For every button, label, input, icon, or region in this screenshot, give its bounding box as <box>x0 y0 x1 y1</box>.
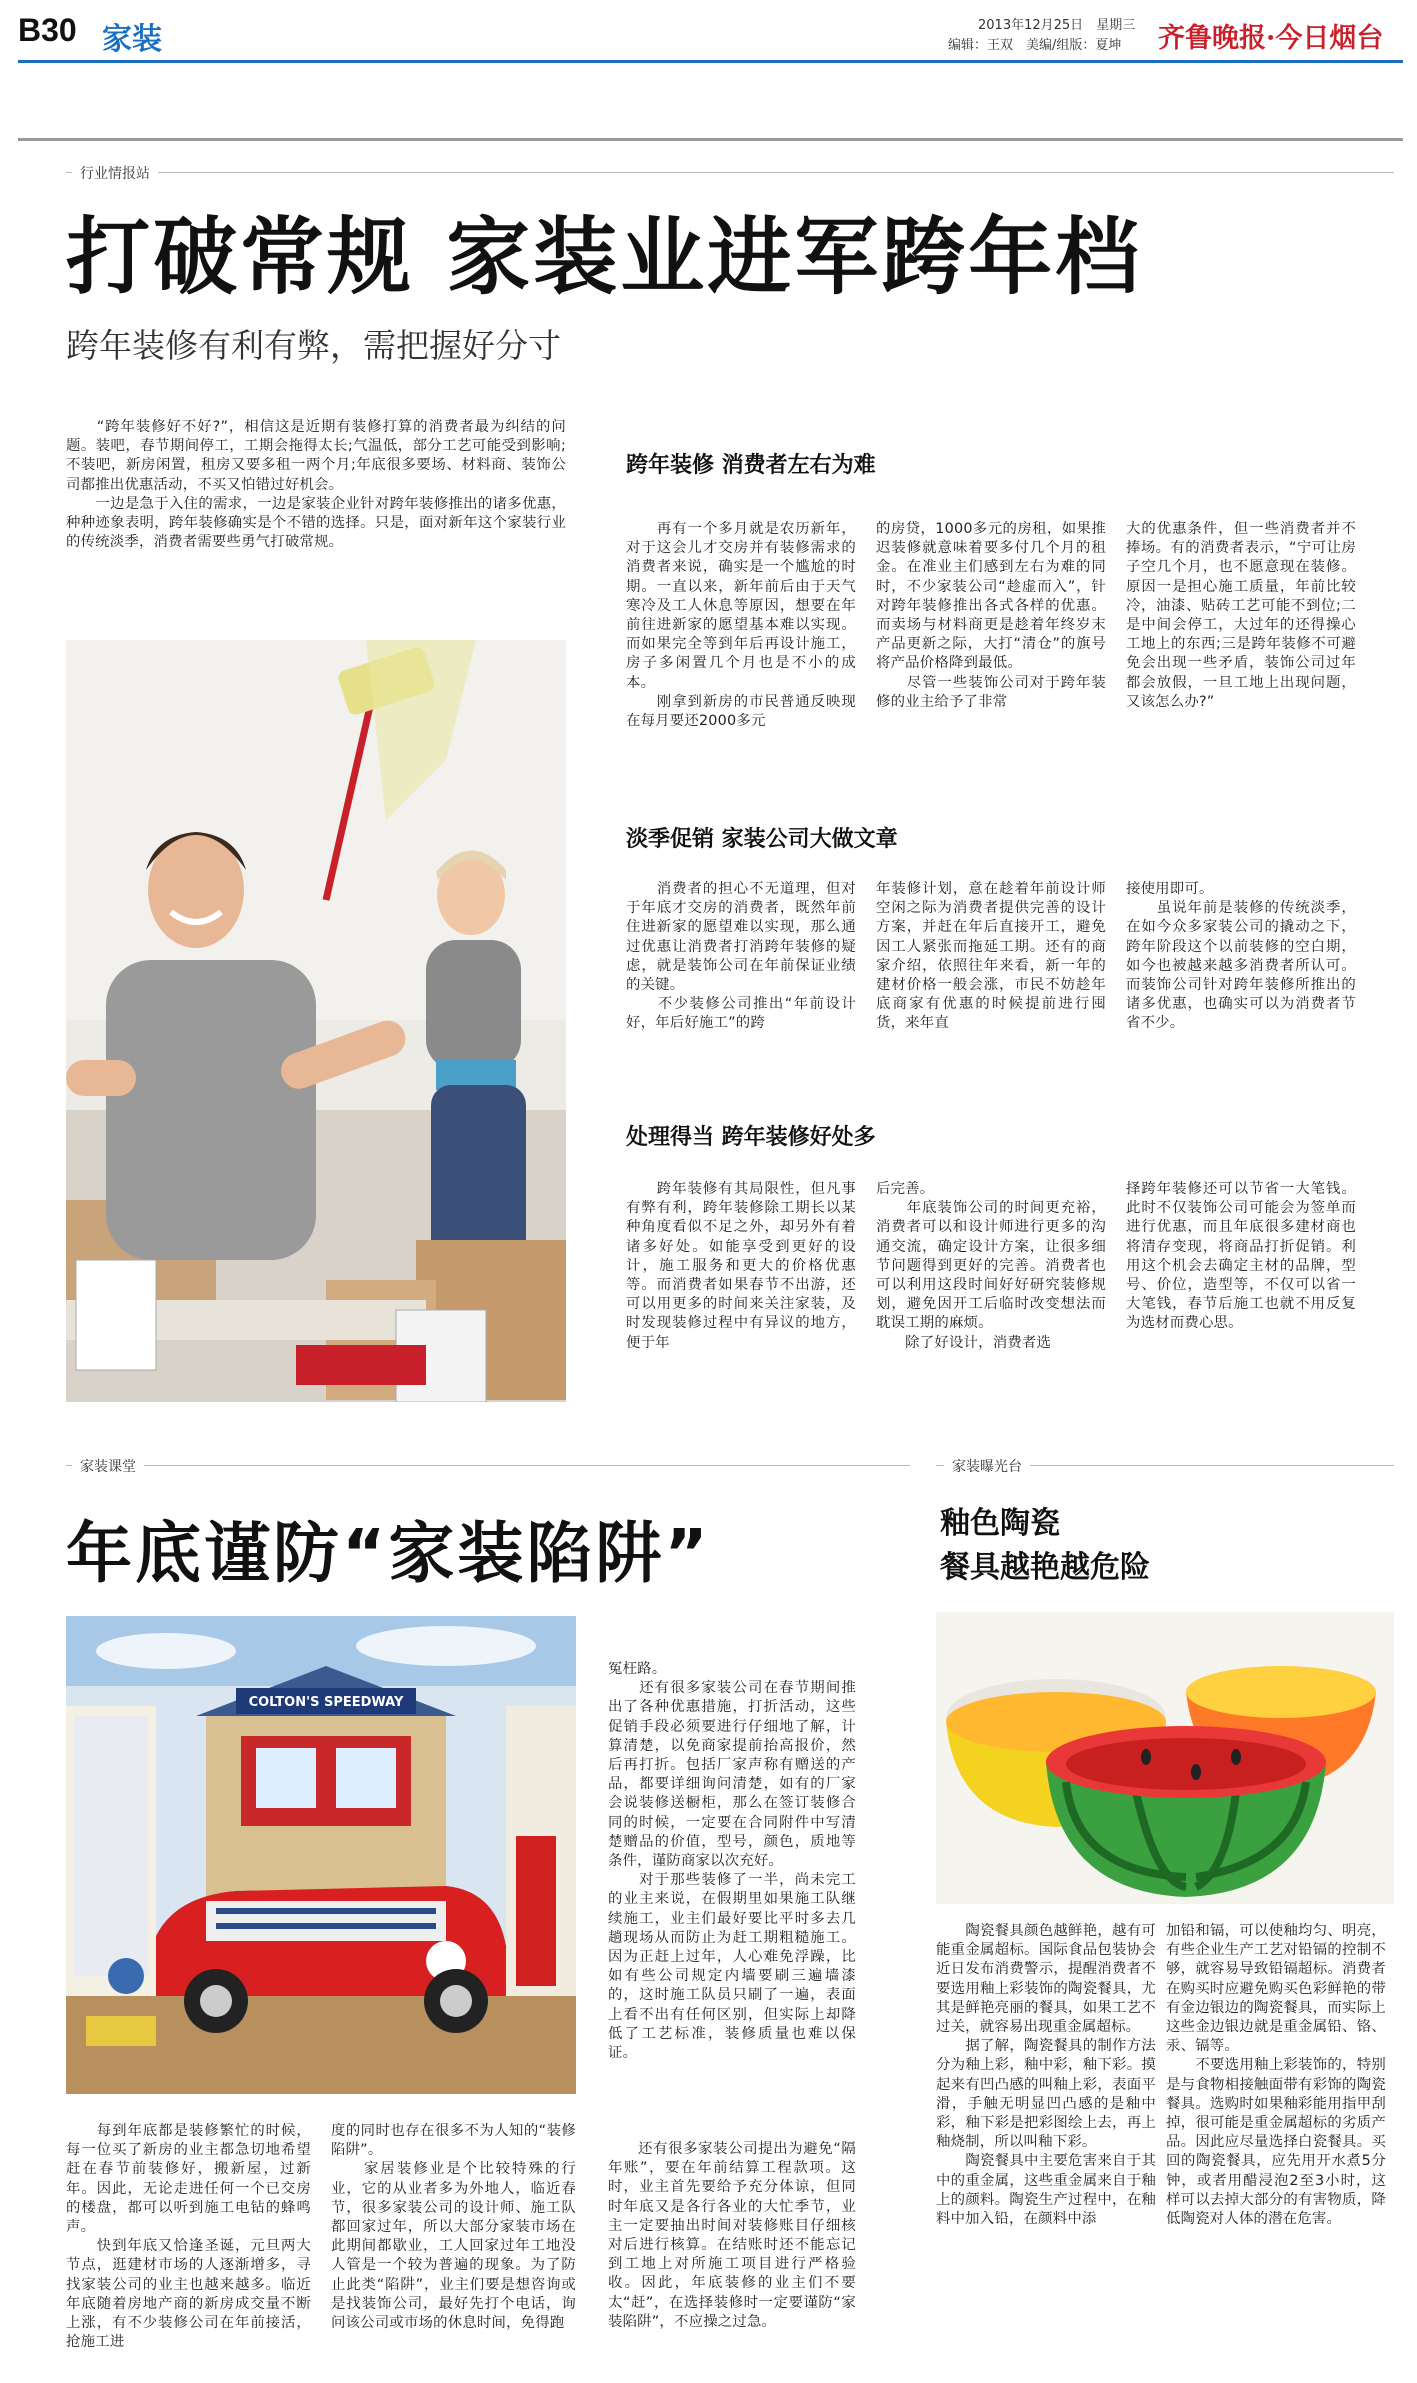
column-tag: 家装曝光台 <box>944 1456 1030 1476</box>
section-column: 择跨年装修还可以节省一大笔钱。此时不仅装饰公司可能会为签单而进行优惠，而且年底很多建材商也将清存变现，将商品打折促销。利用这个机会去确定主材的品牌，型号、价位，造型等，不仅可以省一大笔钱，春节后施工也就不用反复为选材而费心思。 <box>1126 1181 1356 1332</box>
section-heading: 跨年装修 消费者左右为难 <box>626 453 876 478</box>
colorful-bowls-photo <box>936 1612 1394 1904</box>
section-column: 的房贷，1000多元的房租，如果推迟装修就意味着要多付几个月的租金。在准业主们感到左右为难的同时，不少家装公司“趁虚而入”，针对跨年装修推出各式各样的优惠。而卖场与材料商更是趁着年终岁末产品更新之际，大打“清仓”的旗号将产品价格降到最低。 尽管一些装饰公司对于跨年装修的业主给予了非常 <box>876 521 1106 710</box>
header-rule <box>18 60 1403 63</box>
section-name: 家装 <box>102 22 162 57</box>
section-column: 再有一个多月就是农历新年，对于这会儿才交房并有装修需求的消费者来说，确实是一个尴尬的时期。一直以来，新年前后由于天气寒冷及工人休息等原因，想要在年前往进新家的愿望基本难以实现。而如果完全等到年后再设计施工，房子多闲置几个月也是不小的成本。 刚拿到新房的市民普通反映现在每月要还2000多元 <box>626 521 856 730</box>
section-column: 大的优惠条件，但一些消费者并不捧场。有的消费者表示，“宁可让房子空几个月，也不愿意现在装修。原因一是担心施工质量，年前比较冷，油漆、贴砖工艺可能不到位;二是中间会停工，大过年的还得操心工地上的东西;三是跨年装修不可避免会出现一些矛盾，装饰公司过年都会放假，一旦工地上出现问题，又该怎么办?” <box>1126 521 1356 710</box>
section-column: 年装修计划，意在趁着年前设计师空闲之际为消费者提供完善的设计方案，并赶在年后直接开工，避免因工人紧张而拖延工期。还有的商家介绍，依照往年来看，新一年的建材价格一般会涨，市民不妨趁年底商家有优惠的时候提前进行囤货，来年直 <box>876 881 1106 1032</box>
column-tag: 行业情报站 <box>72 163 158 183</box>
section-column: 消费者的担心不无道理，但对于年底才交房的消费者，既然年前住进新家的愿望难以实现，那么通过优惠让消费者打消跨年装修的疑虑，就是装饰公司在年前保证业绩的关键。 不少装修公司推出“年前设计好，年后好施工”的跨 <box>626 881 856 1032</box>
issue-date: 2013年12月25日 星期三 <box>978 18 1136 33</box>
headline-line-1: 釉色陶瓷 <box>940 1506 1060 1541</box>
article-column: 冤枉路。 还有很多家装公司在春节期间推出了各种优惠措施，打折活动，这些促销手段必须要进行仔细地了解，计算清楚，以免商家提前抬高报价，然后再打折。包括厂家声称有赠送的产品，都要详细询问清楚，如有的厂家会说装修送橱柜，那么在签订装修合同的时候，一定要在合同附件中写清楚赠品的价值，型号，颜色，质地等条件，谨防商家以次充好。 对于那些装修了一半，尚未完工的业主来说，在假期里如果施工队继续施工，业主们最好要比平时多去几趟现场从而防止为赶工期粗糙施工。因为正赶上过年，人心难免浮躁，比如有些公司规定内墙要刷三遍墙漆的，这时施工队员只刷了一遍，表面上看不出有任何区别，但实际上却降低了工艺标准，装修质量也难以保证。 <box>608 1661 856 2062</box>
section-heading: 淡季促销 家装公司大做文章 <box>626 827 898 852</box>
article-column: 还有很多家装公司提出为避免“隔年账”，要在年前结算工程款项。这时，业主首先要给予充分体谅，但同时年底又是各行各业的大忙季节，业主一定要抽出时间对装修账目仔细核对后进行核算。在结账时还不能忘记到工地上对所施工项目进行严格验收。因此，年底装修的业主们不要太“赶”，在选择装修时一定要谨防“家装陷阱”，不应操之过急。 <box>608 2141 856 2330</box>
subheadline: 跨年装修有利有弊，需把握好分寸 <box>66 326 561 365</box>
tag-rule <box>66 1465 910 1466</box>
garage-sign: COLTON'S SPEEDWAY <box>248 1695 404 1710</box>
tag-rule <box>66 172 1394 173</box>
section-column: 接使用即可。 虽说年前是装修的传统淡季，在如今众多家装公司的撬动之下，跨年阶段这个以前装修的空白期，如今也被越来越多消费者所认可。而装饰公司针对跨年装修所推出的诸多优惠，也确实可以为消费者节省不少。 <box>1126 881 1356 1032</box>
kids-car-bed-photo <box>66 1616 576 2094</box>
newspaper-brand: 齐鲁晚报·今日烟台 <box>1158 23 1384 54</box>
headline-line-2: 餐具越艳越危险 <box>940 1550 1150 1585</box>
column-tag: 家装课堂 <box>72 1456 144 1476</box>
painting-couple-photo <box>66 640 566 1402</box>
article-column: 陶瓷餐具颜色越鲜艳，越有可能重金属超标。国际食品包装协会近日发布消费警示，提醒消费者不要选用釉上彩装饰的陶瓷餐具，尤其是鲜艳亮丽的餐具，如果工艺不过关，就容易出现重金属超标。 据了解，陶瓷餐具的制作方法分为釉上彩，釉中彩，釉下彩。摸起来有凹凸感的叫釉上彩，表面平滑，手触无明显凹凸感的是釉中彩，釉下彩是把彩图绘上去，再上釉烧制，所以叫釉下彩。 陶瓷餐具中主要危害来自于其中的重金属，这些重金属来自于釉上的颜料。陶瓷生产过程中，在釉料中加入铅，在颜料中添 <box>936 1923 1156 2228</box>
headline: 年底谨防“家装陷阱” <box>66 1515 711 1592</box>
page-number: B30 <box>18 12 77 48</box>
section-column: 跨年装修有其局限性，但凡事有弊有利，跨年装修除工期长以某种角度看似不足之外，却另外有着诸多好处。如能享受到更好的设计，施工服务和更大的价格优惠等。而消费者如果春节不出游，还可以用更多的时间来关注家装，及时发现装修过程中有异议的地方，便于年 <box>626 1181 856 1351</box>
editor-credit: 编辑：王双 美编/组版：夏坤 <box>948 38 1122 53</box>
headline: 打破常规 家装业进军跨年档 <box>66 208 1143 306</box>
page-header <box>18 12 1403 60</box>
article-column: 加铅和镉，可以使釉均匀、明亮，有些企业生产工艺对铅镉的控制不够，就容易导致铅镉超标。消费者在购买时应避免购买色彩鲜艳的带有金边银边的陶瓷餐具，而实际上这些金边银边就是重金属铅、铬、汞、镉等。 不要选用釉上彩装饰的，特别是与食物相接触面带有彩饰的陶瓷餐具。选购时如果釉彩能用指甲刮掉，很可能是重金属超标的劣质产品。因此应尽量选择白瓷餐具。买回的陶瓷餐具，应先用开水煮5分钟，或者用醋浸泡2至3小时，这样可以去掉大部分的有害物质，降低陶瓷对人体的潜在危害。 <box>1166 1923 1386 2228</box>
article-column: 度的同时也存在很多不为人知的“装修陷阱”。 家居装修业是个比较特殊的行业，它的从业者多为外地人，临近春节，很多家装公司的设计师、施工队都回家过年，所以大部分家装市场在此期间都歇业，工人回家过年工地没人管是一个较为普遍的现象。为了防止此类“陷阱”，业主们要是想咨询或是找装饰公司，最好先打个电话，询问该公司或市场的休息时间，免得跑 <box>331 2123 576 2332</box>
section-column: 后完善。 年底装饰公司的时间更充裕，消费者可以和设计师进行更多的沟通交流，确定设计方案，让很多细节问题得到更好的完善。消费者也可以利用这段时间好好研究装修规划，避免因开工后临时改变想法而耽误工期的麻烦。 除了好设计，消费者选 <box>876 1181 1106 1351</box>
lead-paragraph: “跨年装修好不好?”，相信这是近期有装修打算的消费者最为纠结的问题。装吧，春节期间停工，工期会拖得太长;气温低，部分工艺可能受到影响;不装吧，新房闲置，租房又要多租一两个月;年底很多要场、材料商、装饰公司都推出优惠活动，不买又怕错过好机会。 一边是急于入住的需求，一边是家装企业针对跨年装修推出的诸多优惠，种种迹象表明，跨年装修确实是个不错的选择。只是，面对新年这个家装行业的传统淡季，消费者需要些勇气打破常规。 <box>66 419 566 551</box>
section-heading: 处理得当 跨年装修好处多 <box>626 1125 876 1150</box>
article-column: 每到年底都是装修繁忙的时候，每一位买了新房的业主都急切地希望赶在春节前装修好，搬新屋，过新年。因此，无论走进任何一个已交房的楼盘，都可以听到施工电钻的蜂鸣声。 快到年底又恰逢圣诞，元旦两大节点，逛建材市场的人逐渐增多，寻找家装公司的业主也越来越多。临近年底随着房地产商的新房成交量不断上涨，有不少装修公司在年前接活，抢施工进 <box>66 2123 311 2351</box>
top-rule <box>18 138 1403 141</box>
